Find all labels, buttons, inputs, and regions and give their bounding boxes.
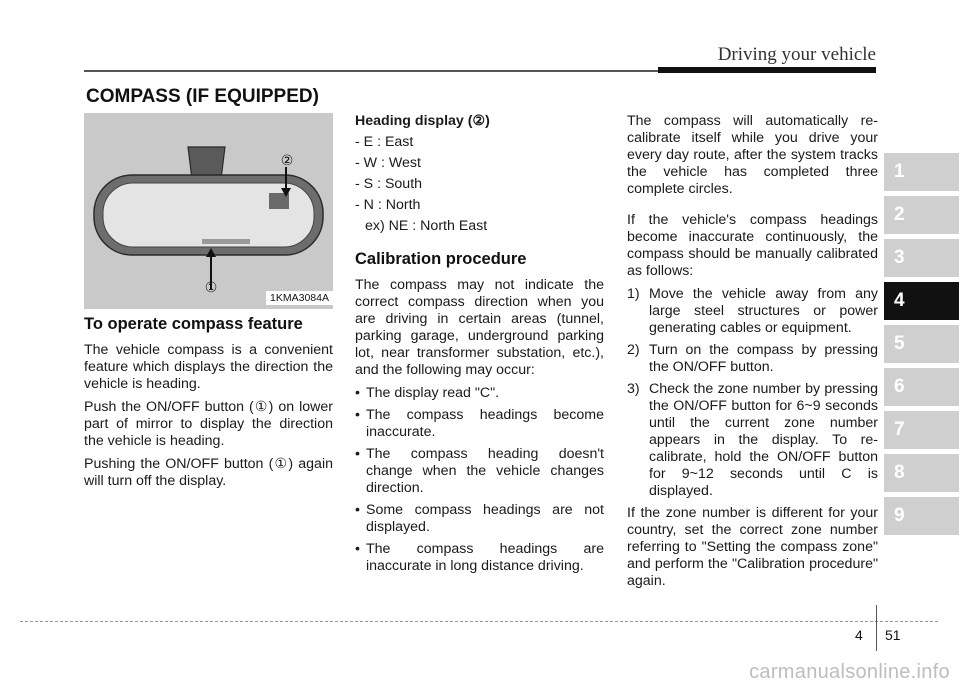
header-rule	[84, 70, 658, 72]
step-item: 2) Turn on the compass by pressing the ON/OFF button.	[627, 342, 878, 375]
footer-rule	[20, 621, 938, 622]
page-number: 51	[885, 627, 901, 643]
chapter-tab-7[interactable]: 7	[884, 411, 959, 449]
step-note: If the zone number is different for your country, set the correct zone number referring to "Setting the compass zone" and perform the "Calibration procedure" again.	[627, 505, 878, 589]
callout-2: ②	[280, 153, 294, 169]
chapter-tab-9[interactable]: 9	[884, 497, 959, 535]
heading-example: ex) NE : North East	[365, 218, 488, 234]
figure-code: 1KMA3084A	[266, 291, 333, 305]
paragraph: Push the ON/OFF button (①) on lower part of mirror to display the direction the vehicle is heading.	[84, 399, 333, 449]
heading-item: - S : South	[355, 176, 423, 192]
watermark: carmanualsonline.info	[749, 661, 950, 683]
list-item: • The compass headings are inaccurate in long distance driving.	[355, 541, 604, 574]
chapter-tab-3[interactable]: 3	[884, 239, 959, 277]
header-rule-accent	[658, 67, 876, 73]
chapter-tab-2[interactable]: 2	[884, 196, 959, 234]
step-item: 3) Check the zone number by pressing the ON/OFF button for 6~9 seconds until the current zone number appears in the display. To re-calibrate, hold the ON/OFF button for 9~12 seconds until C is displayed.	[627, 381, 878, 499]
paragraph: Pushing the ON/OFF button (①) again will turn off the display.	[84, 456, 333, 489]
step-item: 1) Move the vehicle away from any large steel structures or power generating cables or equipment.	[627, 286, 878, 336]
calibration-heading: Calibration procedure	[355, 250, 527, 268]
operate-heading: To operate compass feature	[84, 315, 303, 333]
page-chapter: 4	[855, 627, 863, 643]
paragraph: The compass will automatically re-calibrate itself while you drive your every day route, after the system tracks the vehicle has completed three complete circles.	[627, 113, 878, 197]
list-item: • Some compass headings are not displayed.	[355, 502, 604, 535]
mirror-buttons	[202, 239, 250, 244]
chapter-tab-4[interactable]: 4	[884, 282, 959, 320]
list-item: • The display read "C".	[355, 385, 500, 401]
column-1	[84, 316, 333, 496]
mirror-mount	[188, 147, 225, 179]
mirror-figure	[84, 113, 333, 309]
list-item: • The compass headings become inaccurate.	[355, 407, 604, 440]
paragraph: If the vehicle's compass headings become inaccurate continuously, the compass should be manually calibrated as follows:	[627, 212, 878, 279]
chapter-tab-8[interactable]: 8	[884, 454, 959, 492]
mirror-glass	[103, 183, 314, 247]
rearview-mirror-illustration	[84, 113, 333, 309]
chapter-tab-1[interactable]: 1	[884, 153, 959, 191]
heading-item: - W : West	[355, 155, 421, 171]
list-item: • The compass heading doesn't change when the vehicle changes direction.	[355, 446, 604, 496]
column-3	[627, 113, 878, 596]
heading-item: - E : East	[355, 134, 414, 150]
running-header: Driving your vehicle	[717, 44, 876, 65]
callout-1: ①	[204, 280, 218, 296]
heading-display-title: Heading display (②)	[355, 113, 490, 129]
paragraph: The vehicle compass is a convenient feature which displays the direction the vehicle is heading.	[84, 342, 333, 392]
page-number-divider	[876, 605, 877, 651]
chapter-tab-6[interactable]: 6	[884, 368, 959, 406]
column-2	[355, 113, 604, 580]
section-title: COMPASS (IF EQUIPPED)	[86, 86, 319, 107]
chapter-tab-5[interactable]: 5	[884, 325, 959, 363]
paragraph: The compass may not indicate the correct compass direction when you are driving in certain areas (tunnel, parking garage, underground parking lot, near transformer substation, etc.), and the following may occur:	[355, 277, 604, 378]
chapter-tabs	[884, 153, 959, 540]
heading-item: - N : North	[355, 197, 421, 213]
